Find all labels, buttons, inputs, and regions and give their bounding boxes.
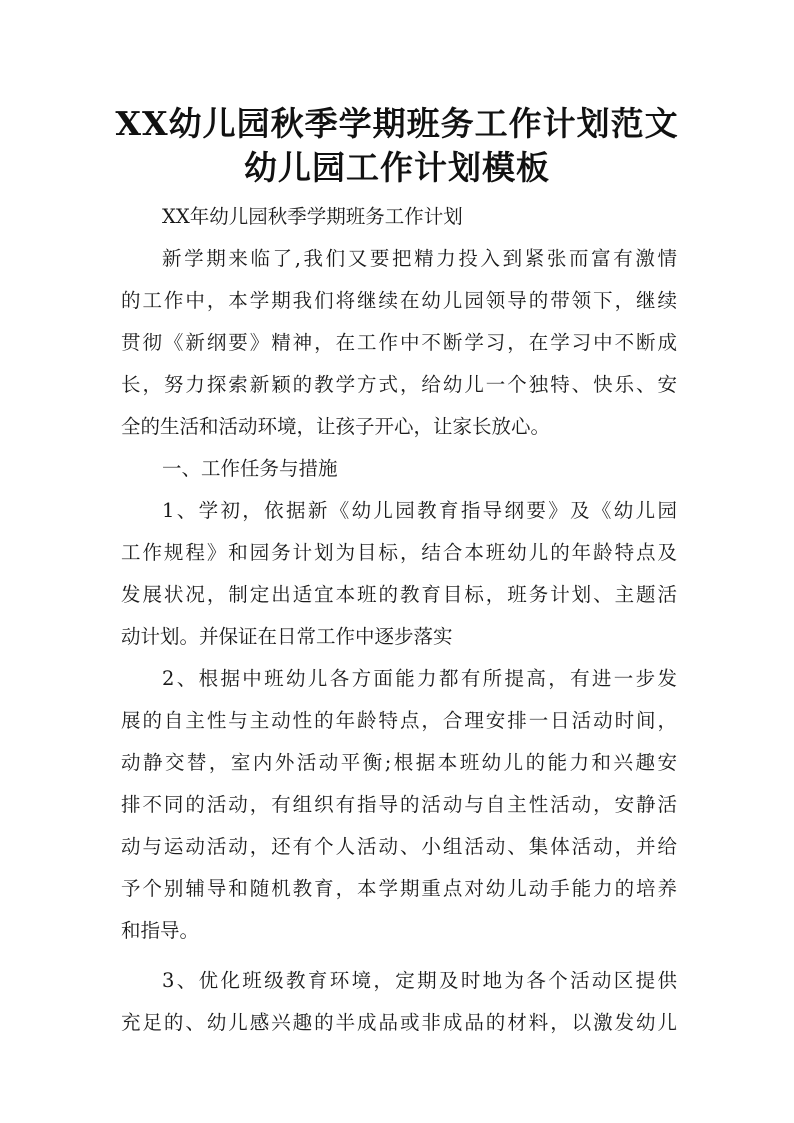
paragraph-line: 3、优化班级教育环境，定期及时地为各个活动区提供 (162, 969, 677, 992)
paragraph-line: 和指导。 (121, 919, 200, 942)
paragraph-line: 工作规程》和园务计划为目标，结合本班幼儿的年龄特点及 (121, 541, 677, 564)
document-title-line-2: 幼儿园工作计划模板 (244, 148, 550, 187)
paragraph-line: 长，努力探索新颖的教学方式，给幼儿一个独特、快乐、安 (121, 373, 677, 396)
paragraph-line: 贯彻《新纲要》精神，在工作中不断学习，在学习中不断成 (121, 331, 677, 354)
document-body (121, 196, 677, 1044)
paragraph-line: 的工作中，本学期我们将继续在幼儿园领导的带领下，继续 (121, 289, 677, 312)
paragraph-line: 展的自主性与主动性的年龄特点，合理安排一日活动时间， (121, 709, 677, 732)
paragraph-line: 2、根据中班幼儿各方面能力都有所提高，有进一步发 (162, 667, 677, 690)
section-heading: 一、工作任务与措施 (162, 457, 338, 480)
paragraph-line: 1、学初，依据新《幼儿园教育指导纲要》及《幼儿园 (162, 499, 677, 522)
paragraph-line: 发展状况，制定出适宜本班的教育目标，班务计划、主题活 (121, 583, 677, 606)
paragraph-line: 予个别辅导和随机教育，本学期重点对幼儿动手能力的培养 (121, 877, 677, 900)
paragraph-line: 动静交替，室内外活动平衡;根据本班幼儿的能力和兴趣安 (121, 751, 677, 774)
document-title-line-1: XX幼儿园秋季学期班务工作计划范文 (115, 104, 679, 143)
plan-subtitle: XX年幼儿园秋季学期班务工作计划 (162, 205, 463, 228)
paragraph-line: 全的生活和活动环境，让孩子开心，让家长放心。 (121, 415, 551, 438)
paragraph-line: 新学期来临了,我们又要把精力投入到紧张而富有激情 (162, 247, 677, 270)
paragraph-line: 动与运动活动，还有个人活动、小组活动、集体活动，并给 (121, 835, 677, 858)
paragraph-gap (121, 952, 677, 960)
paragraph-line: 排不同的活动，有组织有指导的活动与自主性活动，安静活 (121, 793, 677, 816)
paragraph-line: 动计划。并保证在日常工作中逐步落实 (121, 625, 453, 648)
paragraph-line: 充足的、幼儿感兴趣的半成品或非成品的材料，以激发幼儿 (121, 1011, 677, 1034)
